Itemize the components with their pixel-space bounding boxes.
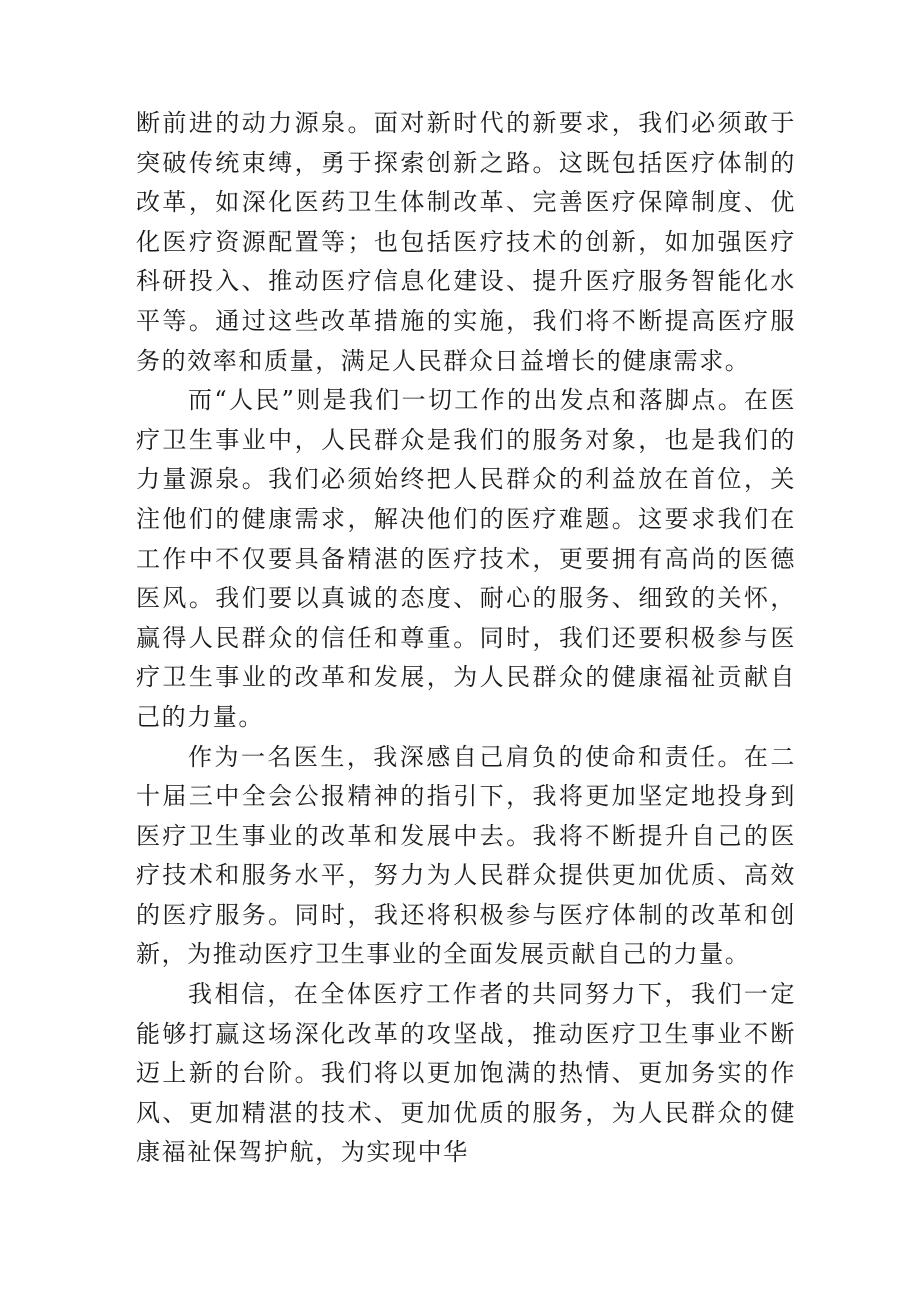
paragraph-doctor-mission: 作为一名医生，我深感自己肩负的使命和责任。在二十届三中全会公报精神的指引下，我将更加坚定地投身到医疗卫生事业的改革和发展中去。我将不断提升自己的医疗技术和服务水平，努力为人民群众提供更加优质、高效的医疗服务。同时，我还将积极参与医疗体制的改革和创新，为推动医疗卫生事业的全面发展贡献自己的力量。 [136,742,796,969]
paragraph-belief: 我相信，在全体医疗工作者的共同努力下，我们一定能够打赢这场深化改革的攻坚战，推动医疗卫生事业不断迈上新的台阶。我们将以更加饱满的热情、更加务实的作风、更加精湛的技术、更加优质的服务，为人民群众的健康福祉保驾护航，为实现中华 [136,980,796,1167]
paragraph-people: 而“人民”则是我们一切工作的出发点和落脚点。在医疗卫生事业中，人民群众是我们的服务对象，也是我们的力量源泉。我们必须始终把人民群众的利益放在首位，关注他们的健康需求，解决他们的医疗难题。这要求我们在工作中不仅要具备精湛的医疗技术，更要拥有高尚的医德医风。我们要以真诚的态度、耐心的服务、细致的关怀，赢得人民群众的信任和尊重。同时，我们还要积极参与医疗卫生事业的改革和发展，为人民群众的健康福祉贡献自己的力量。 [136,386,796,731]
paragraph-reform-innovation: 断前进的动力源泉。面对新时代的新要求，我们必须敢于突破传统束缚，勇于探索创新之路。这既包括医疗体制的改革，如深化医药卫生体制改革、完善医疗保障制度、优化医疗资源配置等；也包括医疗技术的创新，如加强医疗科研投入、推动医疗信息化建设、提升医疗服务智能化水平等。通过这些改革措施的实施，我们将不断提高医疗服务的效率和质量，满足人民群众日益增长的健康需求。 [136,109,796,375]
document-page [136,104,796,1173]
